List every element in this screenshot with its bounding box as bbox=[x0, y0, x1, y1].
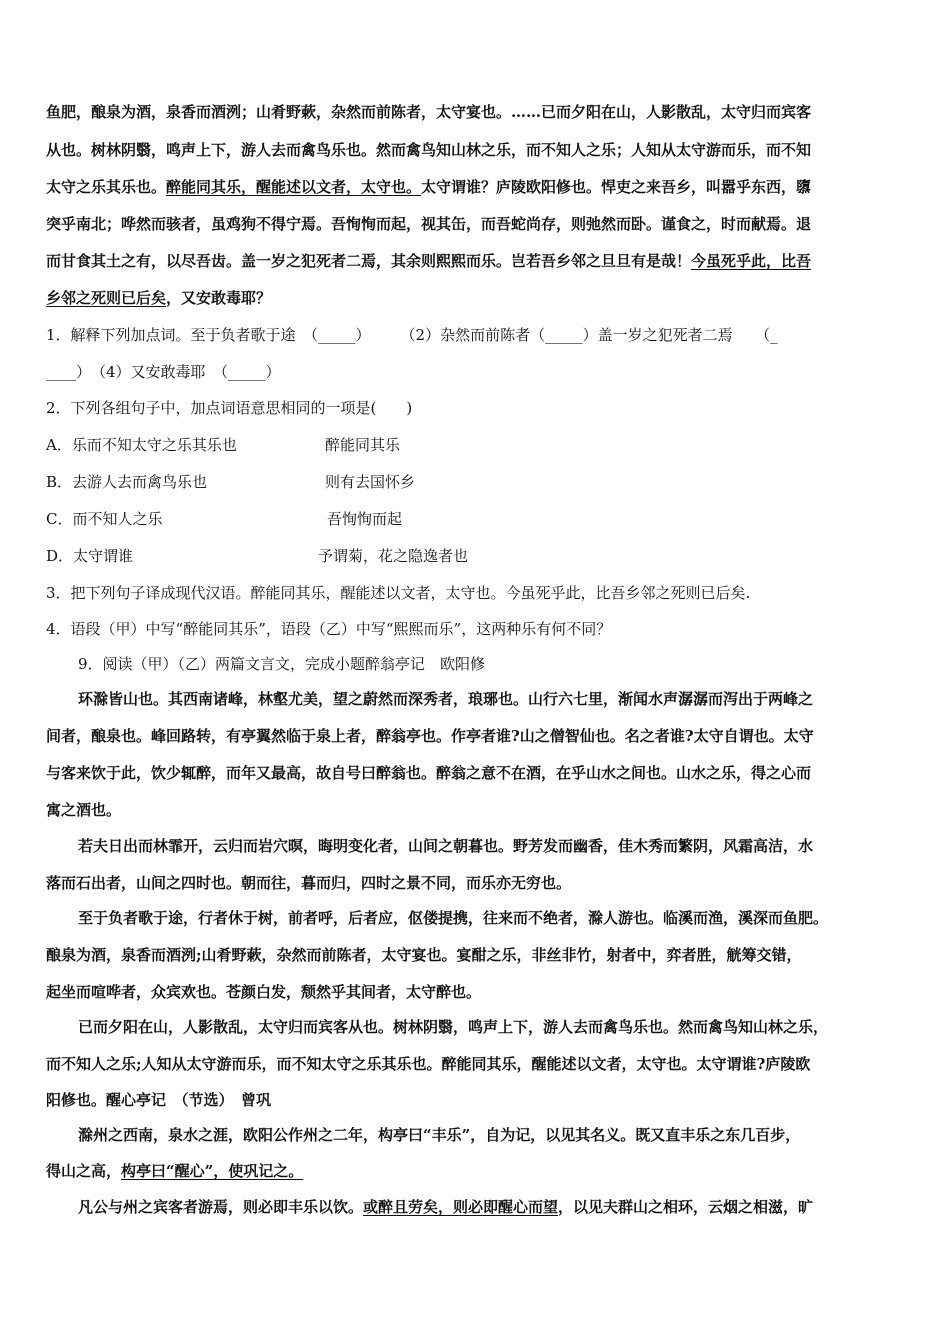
question-1-line-2 bbox=[46, 357, 904, 387]
passage-text: 太守谓谁？庐陵欧阳修也。悍吏之来吾乡，叫嚣乎东西，隳 bbox=[421, 178, 812, 196]
article1-line bbox=[46, 721, 904, 751]
question-4 bbox=[46, 614, 904, 644]
option-left: C．而不知人之乐 bbox=[46, 510, 163, 528]
article1-line bbox=[46, 977, 904, 1007]
option-right: 则有去国怀乡 bbox=[325, 473, 416, 491]
question-text: 3．把下列句子译成现代汉语。醉能同其乐，醒能述以文者，太守也。今虽死乎此，比吾乡邻之死则已后矣. bbox=[46, 584, 751, 602]
passage-text: 而甘食其土之有，以尽吾齿。盖一岁之犯死者二焉，其余则熙熙而乐。岂若吾乡邻之旦旦有是哉！ bbox=[46, 252, 692, 270]
passage-line-1 bbox=[46, 97, 904, 127]
question-1-line-1 bbox=[46, 320, 904, 350]
underlined-sentence: 今虽死乎此，比吾 bbox=[691, 252, 812, 270]
option-c bbox=[46, 504, 904, 534]
passage-text: 从也。树林阴翳，鸣声上下，游人去而禽鸟乐也。然而禽鸟知山林之乐，而不知人之乐；人知从太守游而乐，而不知 bbox=[46, 141, 812, 159]
article2-line bbox=[46, 1156, 904, 1186]
article1-line bbox=[46, 1085, 904, 1115]
article2-line bbox=[78, 1120, 904, 1150]
passage-text: 鱼肥，酿泉为酒，泉香而酒洌；山肴野蔌，杂然而前陈者，太守宴也。……已而夕阳在山，人影散乱，太守归而宾客 bbox=[46, 103, 812, 121]
article-text: 间者，酿泉也。峰回路转，有亭翼然临于泉上者，醉翁亭也。作亭者谁?山之僧智仙也。名之者谁?太守自谓也。太守 bbox=[46, 727, 814, 745]
article-text: 已而夕阳在山，人影散乱，太守归而宾客从也。树林阴翳，鸣声上下，游人去而禽鸟乐也。然而禽鸟知山林之乐， bbox=[78, 1018, 829, 1036]
option-right: 吾恂恂而起 bbox=[327, 510, 403, 528]
underlined-sentence: 或醉且劳矣，则必即醒心而望 bbox=[363, 1198, 559, 1216]
option-right: 醉能同其乐 bbox=[325, 436, 401, 454]
article1-line bbox=[78, 1012, 904, 1042]
article1-line bbox=[78, 684, 904, 714]
article1-line bbox=[78, 903, 904, 933]
option-d bbox=[46, 541, 904, 571]
passage-text: 太守之乐其乐也。 bbox=[46, 178, 167, 196]
article1-line bbox=[46, 795, 904, 825]
passage-line-6 bbox=[46, 283, 904, 313]
article-text: 滁州之西南，泉水之涯，欧阳公作州之二年，构亭曰“丰乐”，自为记，以见其名义。既又直丰乐之东几百步， bbox=[78, 1126, 801, 1144]
article-text: 若夫日出而林霏开，云归而岩穴暝，晦明变化者，山间之朝暮也。野芳发而幽香，佳木秀而繁阴，风霜高洁，水 bbox=[78, 837, 814, 855]
question-text: 1．解释下列加点词。至于负者歌于途 （_____） （2）杂然而前陈者（_____）盖一岁之犯死者二焉 （_ bbox=[46, 326, 778, 344]
article-text: 环滁皆山也。其西南诸峰，林壑尤美，望之蔚然而深秀者，琅琊也。山行六七里，渐闻水声潺潺而泻出于两峰之 bbox=[78, 690, 814, 708]
article-text: 至于负者歌于途，行者休于树，前者呼，后者应，伛偻提携，往来而不绝者，滁人游也。临溪而渔，溪深而鱼肥。 bbox=[78, 909, 829, 927]
article-text: 阳修也。醒心亭记 （节选） 曾巩 bbox=[46, 1091, 272, 1109]
article1-line bbox=[46, 940, 904, 970]
article-text: 凡公与州之宾客者游焉，则必即丰乐以饮。 bbox=[78, 1198, 364, 1216]
passage-text: ，又安敢毒耶？ bbox=[166, 289, 272, 307]
question-text: 4．语段（甲）中写“醉能同其乐”，语段（乙）中写“熙熙而乐”，这两种乐有何不同？ bbox=[46, 620, 612, 638]
underlined-sentence: 醉能同其乐，醒能述以文者，太守也。 bbox=[166, 178, 422, 196]
passage-text: 突乎南北；哗然而骇者，虽鸡狗不得宁焉。吾恂恂而起，视其缶，而吾蛇尚存，则弛然而卧。谨食之，时而献焉。退 bbox=[46, 215, 812, 233]
passage-line-5 bbox=[46, 246, 904, 276]
article-text: 酿泉为酒，泉香而酒洌;山肴野蔌，杂然而前陈者，太守宴也。宴酣之乐，非丝非竹，射者中，弈者胜，觥筹交错， bbox=[46, 946, 802, 964]
article2-line bbox=[78, 1192, 904, 1222]
question-text: 2．下列各组句子中，加点词语意思相同的一项是( ) bbox=[46, 399, 413, 417]
passage-line-3 bbox=[46, 172, 904, 202]
article-text: 得山之高， bbox=[46, 1162, 122, 1180]
underlined-sentence: 乡邻之死则已后矣 bbox=[46, 289, 167, 307]
question-3 bbox=[46, 578, 904, 608]
article-text: 起坐而喧哗者，众宾欢也。苍颜白发，颓然乎其间者，太守醉也。 bbox=[46, 983, 482, 1001]
option-left: A．乐而不知太守之乐其乐也 bbox=[46, 436, 237, 454]
question-9-header bbox=[78, 649, 904, 679]
article1-line bbox=[46, 868, 904, 898]
passage-line-4 bbox=[46, 209, 904, 239]
article1-line bbox=[46, 758, 904, 788]
article-text: 而不知人之乐;人知从太守游而乐，而不知太守之乐其乐也。醉能同其乐，醒能述以文者，太守也。太守谓谁?庐陵欧 bbox=[46, 1055, 811, 1073]
underlined-sentence: 构亭曰“醒心”，使巩记之。 bbox=[121, 1162, 304, 1180]
option-left: B．去游人去而禽鸟乐也 bbox=[46, 473, 208, 491]
article-text: 与客来饮于此，饮少辄醉，而年又最高，故自号曰醉翁也。醉翁之意不在酒，在乎山水之间也。山水之乐，得之心而 bbox=[46, 764, 812, 782]
article-text: 落而石出者，山间之四时也。朝而往，暮而归，四时之景不同，而乐亦无穷也。 bbox=[46, 874, 572, 892]
passage-line-2 bbox=[46, 135, 904, 165]
question-2-stem bbox=[46, 393, 904, 423]
option-b bbox=[46, 467, 904, 497]
question-text: 9．阅读（甲）（乙）两篇文言文，完成小题醉翁亭记 欧阳修 bbox=[78, 655, 486, 673]
option-a bbox=[46, 430, 904, 460]
article-text: ，以见夫群山之相环，云烟之相滋，旷 bbox=[558, 1198, 814, 1216]
article1-line bbox=[46, 1049, 904, 1079]
question-text: ____） （4）又安敢毒耶 （_____） bbox=[46, 363, 281, 381]
option-left: D．太守谓谁 bbox=[46, 547, 134, 565]
option-right: 予谓菊，花之隐逸者也 bbox=[318, 547, 469, 565]
article1-line bbox=[78, 831, 904, 861]
article-text: 寓之酒也。 bbox=[46, 801, 122, 819]
